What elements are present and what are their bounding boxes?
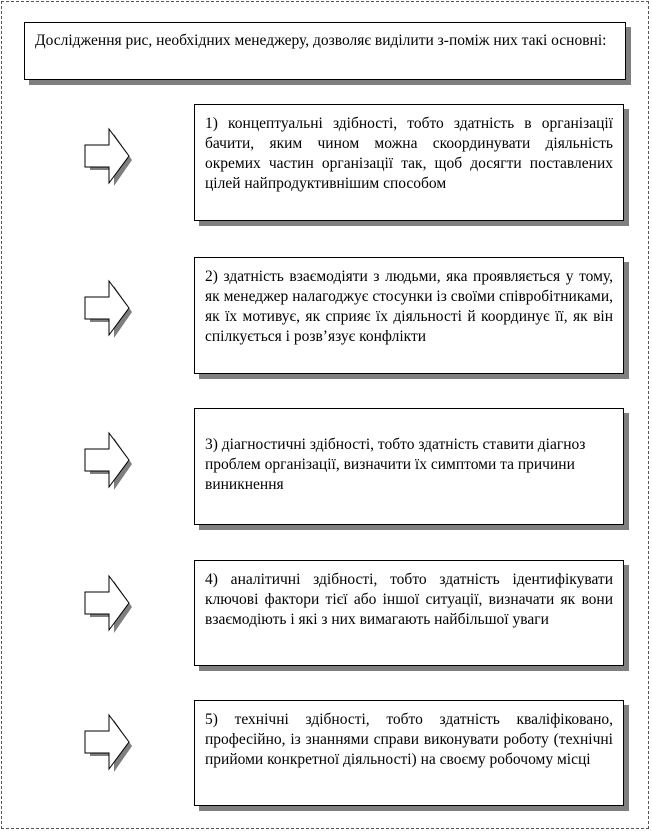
- right-arrow-icon: [84, 575, 134, 639]
- skill-box-interpersonal: [194, 257, 624, 374]
- right-arrow-icon: [84, 280, 134, 344]
- skill-box-diagnostic: [194, 408, 624, 525]
- right-arrow-icon: [84, 128, 134, 192]
- skill-text: 2) здатність взаємодіяти з людьми, яка проявляється у тому, як менеджер налагоджує стосунки із своїми співробітниками, як їх мотивує, як сприяє їх діяльності й координує її, як він спілкується і розв’язує конфлікти: [205, 268, 613, 345]
- skill-text: 1) концептуальні здібності, тобто здатність в організації бачити, яким чином можна скоординувати діяльність окремих частин організації так, щоб досягти поставлених цілей найпродуктивнішим способом: [205, 115, 613, 192]
- skill-box-conceptual: [194, 104, 624, 221]
- skill-text: 3) діагностичні здібності, тобто здатність ставити діагноз проблем організації, визначити їх симптоми та причини виникнення: [205, 436, 586, 493]
- intro-box: [24, 22, 626, 80]
- right-arrow-icon: [84, 714, 134, 778]
- skill-box-technical: [194, 700, 624, 806]
- intro-text: Дослідження рис, необхідних менеджеру, дозволяє виділити з-поміж них такі основні:: [35, 32, 607, 49]
- right-arrow-icon: [84, 432, 134, 496]
- skill-text: 4) аналітичні здібності, тобто здатність ідентифікувати ключові фактори тієї або іншої ситуації, визначати як вони взаємодіють і які з них вимагають найбільшої уваги: [205, 571, 613, 628]
- skill-box-analytical: [194, 560, 624, 666]
- skill-text: 5) технічні здібності, тобто здатність кваліфіковано, професійно, із знаннями справи виконувати роботу (технічні прийоми конкретної діяльності) на своєму робочому місці: [205, 711, 613, 768]
